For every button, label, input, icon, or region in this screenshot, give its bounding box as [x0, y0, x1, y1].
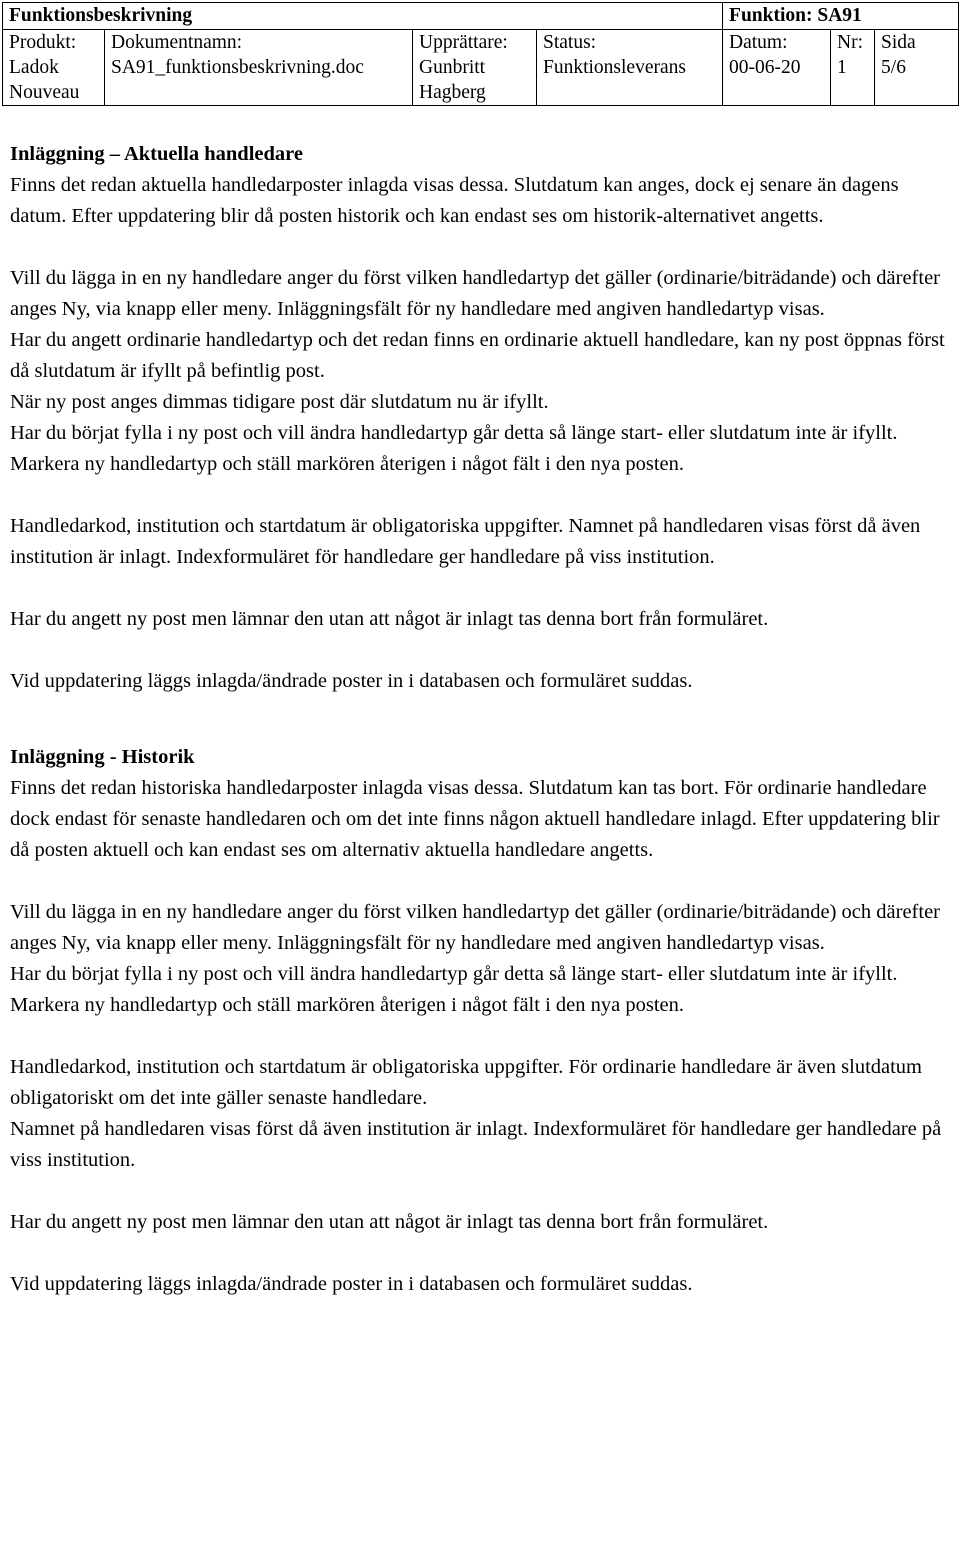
paragraph: Handledarkod, institution och startdatum är obligatoriska uppgifter. För ordinarie handledare är även slutdatum obligatoriskt om det inte gäller senaste handledare. [10, 1056, 922, 1109]
paragraph: Vill du lägga in en ny handledare anger du först vilken handledartyp det gäller (ordinarie/biträdande) och därefter anges Ny, via knapp eller meny. Inläggningsfält för ny handledare med angiven handledartyp visas. [10, 267, 941, 320]
paragraph: Finns det redan aktuella handledarposter inlagda visas dessa. Slutdatum kan anges, dock ej senare än dagens datum. Efter uppdatering blir då posten historik och kan endast ses om historik-alternativet angetts. [10, 174, 899, 227]
section-current-supervisors [10, 139, 955, 697]
paragraph: Har du angett ny post men lämnar den utan att något är inlagt tas denna bort från formuläret. [10, 1211, 769, 1233]
number-cell [831, 30, 875, 106]
paragraph: Finns det redan historiska handledarposter inlagda visas dessa. Slutdatum kan tas bort. För ordinarie handledare dock endast för senaste handledaren och om det inte finns någon aktuell handledare inlagd. Efter uppdatering blir då posten aktuell och kan endast ses om alternativ aktuella handledare angetts. [10, 777, 940, 861]
status-cell [537, 30, 723, 106]
docname-value: SA91_funktionsbeskrivning.doc [111, 57, 364, 78]
document-body [10, 139, 955, 1300]
document-header-table [2, 2, 959, 106]
document-type-cell: Funktionsbeskrivning [3, 3, 723, 30]
product-cell [3, 30, 105, 106]
paragraph: Namnet på handledaren visas först då även institution är inlagt. Indexformuläret för handledare ger handledare på viss institution. [10, 1118, 942, 1171]
paragraph: Har du börjat fylla i ny post och vill ändra handledartyp går detta så länge start- eller slutdatum inte är ifyllt. Markera ny handledartyp och ställ markören återigen i något fält i den nya posten. [10, 422, 898, 475]
paragraph: Vid uppdatering läggs inlagda/ändrade poster in i databasen och formuläret suddas. [10, 1273, 693, 1295]
paragraph: Handledarkod, institution och startdatum är obligatoriska uppgifter. Namnet på handledaren visas först då även institution är inlagt. Indexformuläret för handledare ger handledare på viss institution. [10, 515, 921, 568]
function-cell: Funktion: SA91 [723, 3, 959, 30]
section-history [10, 711, 955, 1300]
paragraph: Har du börjat fylla i ny post och vill ändra handledartyp går detta så länge start- eller slutdatum inte är ifyllt. Markera ny handledartyp och ställ markören återigen i något fält i den nya posten. [10, 963, 898, 1016]
number-label: Nr: [837, 32, 864, 53]
status-label: Status: [543, 32, 597, 53]
docname-label: Dokumentnamn: [111, 32, 243, 53]
date-cell [723, 30, 831, 106]
date-label: Datum: [729, 32, 788, 53]
date-value: 00-06-20 [729, 57, 801, 78]
product-label: Produkt: [9, 32, 77, 53]
page-cell [875, 30, 959, 106]
paragraph: Vill du lägga in en ny handledare anger du först vilken handledartyp det gäller (ordinarie/biträdande) och därefter anges Ny, via knapp eller meny. Inläggningsfält för ny handledare med angiven handledartyp visas. [10, 901, 941, 954]
page-value: 5/6 [881, 57, 906, 78]
paragraph: Har du angett ordinarie handledartyp och det redan finns en ordinarie aktuell handledare, kan ny post öppnas först då slutdatum är ifyllt på befintlig post. [10, 329, 945, 382]
page-label: Sida [881, 32, 916, 53]
author-label: Upprättare: [419, 32, 508, 53]
section-heading-history: Inläggning - Historik [10, 746, 195, 768]
section-heading-current: Inläggning – Aktuella handledare [10, 143, 303, 165]
paragraph: Har du angett ny post men lämnar den utan att något är inlagt tas denna bort från formuläret. [10, 608, 769, 630]
status-value: Funktionsleverans [543, 57, 686, 78]
product-value: Ladok Nouveau [9, 57, 80, 103]
number-value: 1 [837, 57, 847, 78]
author-value: Gunbritt Hagberg [419, 57, 486, 103]
paragraph: Vid uppdatering läggs inlagda/ändrade poster in i databasen och formuläret suddas. [10, 670, 693, 692]
author-cell [413, 30, 537, 106]
paragraph: När ny post anges dimmas tidigare post där slutdatum nu är ifyllt. [10, 391, 549, 413]
docname-cell [105, 30, 413, 106]
